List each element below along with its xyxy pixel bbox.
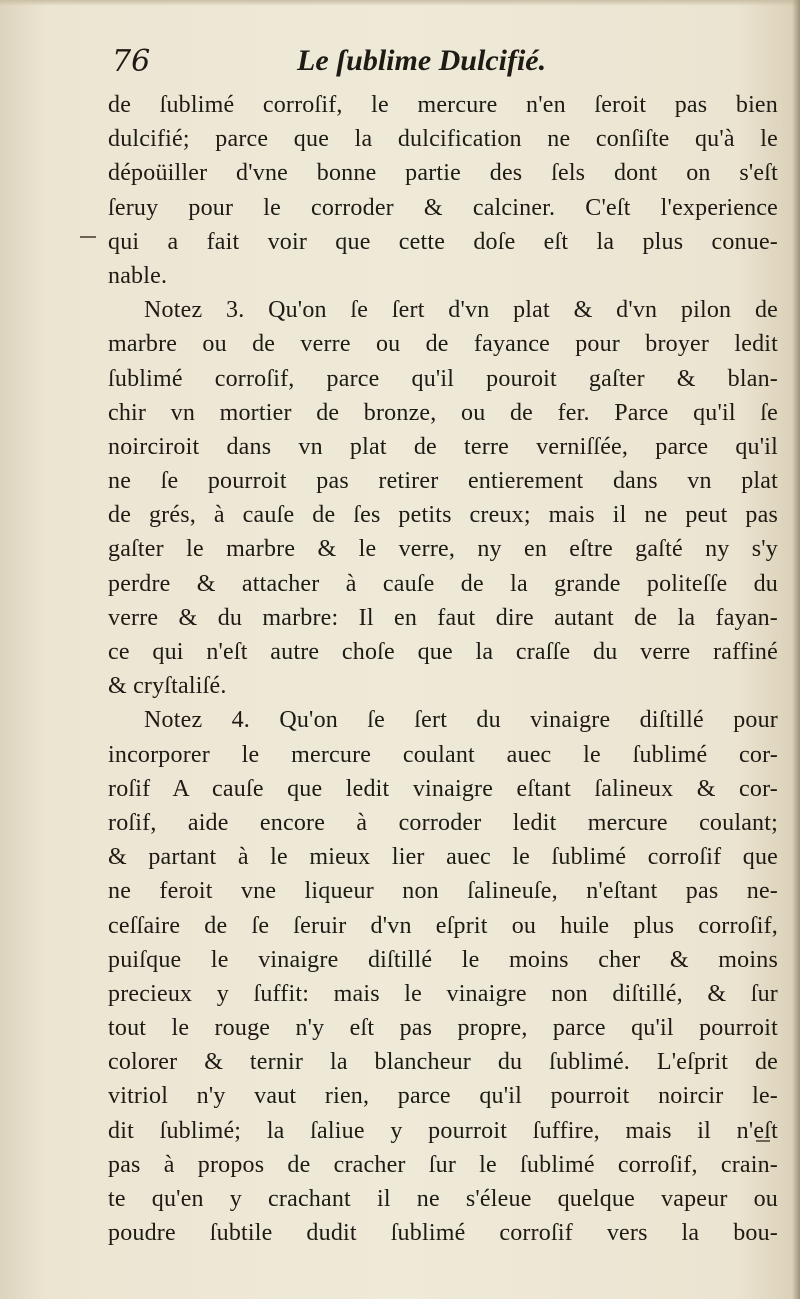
text-line: roſif A cauſe que ledit vinaigre eſtant ſalineux & cor- <box>108 775 778 802</box>
body-text <box>108 88 778 1250</box>
text-line: vitriol n'y vaut rien, parce qu'il pourroit noircir le- <box>108 1083 778 1110</box>
text-line: perdre & attacher à cauſe de la grande politeſſe du <box>108 570 778 597</box>
text-line: marbre ou de verre ou de fayance pour broyer ledit <box>108 331 778 358</box>
text-line: ce qui n'eſt autre choſe que la craſſe du verre raffiné <box>108 639 778 665</box>
text-line: ne feroit vne liqueur non ſalineuſe, n'eſtant pas ne- <box>108 878 778 905</box>
text-line: qui a fait voir que cette doſe eſt la plus conue- <box>108 228 778 255</box>
text-line: ne ſe pourroit pas retirer entierement dans vn plat <box>108 468 778 495</box>
page-gutter-edge <box>792 0 800 1299</box>
page-top-edge <box>0 0 800 6</box>
page-header <box>112 44 592 88</box>
text-line: dit ſublimé; la ſaliue y pourroit ſuffire, mais il n'eſt <box>108 1117 778 1144</box>
text-line: dulcifié; parce que la dulcification ne conſiſte qu'à le <box>108 126 778 153</box>
text-line: de grés, à cauſe de ſes petits creux; mais il ne peut pas <box>108 502 778 529</box>
text-line: nable. <box>108 262 168 289</box>
text-line: precieux y ſuffit: mais le vinaigre non diſtillé, & ſur <box>108 980 778 1007</box>
text-line: ſeruy pour le corroder & calciner. C'eſt l'experience <box>108 194 778 221</box>
text-line: & cryſtaliſé. <box>108 673 227 700</box>
text-line: pas à propos de cracher ſur le ſublimé corroſif, crain- <box>108 1151 778 1178</box>
text-line: de ſublimé corroſif, le mercure n'en ſeroit pas bien <box>108 92 778 118</box>
text-line: & partant à le mieux lier auec le ſublimé corroſif que <box>108 844 778 871</box>
text-line: gaſter le marbre & le verre, ny en eſtre gaſté ny s'y <box>108 536 778 563</box>
margin-mark <box>80 236 96 238</box>
text-line: noirciroit dans vn plat de terre verniſſée, parce qu'il <box>108 433 778 460</box>
text-line: verre & du marbre: Il en faut dire autant de la fayan- <box>108 604 778 631</box>
text-line: Notez 4. Qu'on ſe ſert du vinaigre diſtillé pour <box>144 707 778 734</box>
running-title: Le ſublime Dulcifié. <box>297 44 547 77</box>
text-line: ſublimé corroſif, parce qu'il pouroit gaſter & blan- <box>108 365 778 392</box>
text-line: Notez 3. Qu'on ſe ſert d'vn plat & d'vn pilon de <box>144 297 778 324</box>
text-line: te qu'en y crachant il ne s'éleue quelque vapeur ou <box>108 1186 778 1212</box>
text-line: chir vn mortier de bronze, ou de fer. Parce qu'il ſe <box>108 399 778 426</box>
text-line: incorporer le mercure coulant auec le ſublimé cor- <box>108 741 778 768</box>
text-line: poudre ſubtile dudit ſublimé corroſif vers la bou- <box>108 1220 778 1247</box>
page-number: 76 <box>112 44 151 79</box>
text-line: puiſque le vinaigre diſtillé le moins cher & moins <box>108 946 778 973</box>
text-line: dépoüiller d'vne bonne partie des ſels dont on s'eſt <box>108 160 778 187</box>
text-line: colorer & ternir la blancheur du ſublimé. L'eſprit de <box>108 1049 778 1076</box>
text-line: tout le rouge n'y eſt pas propre, parce qu'il pourroit <box>108 1015 778 1042</box>
text-line: roſif, aide encore à corroder ledit mercure coulant; <box>108 809 778 836</box>
text-line: ceſſaire de ſe ſeruir d'vn eſprit ou huile plus corroſif, <box>108 912 778 939</box>
